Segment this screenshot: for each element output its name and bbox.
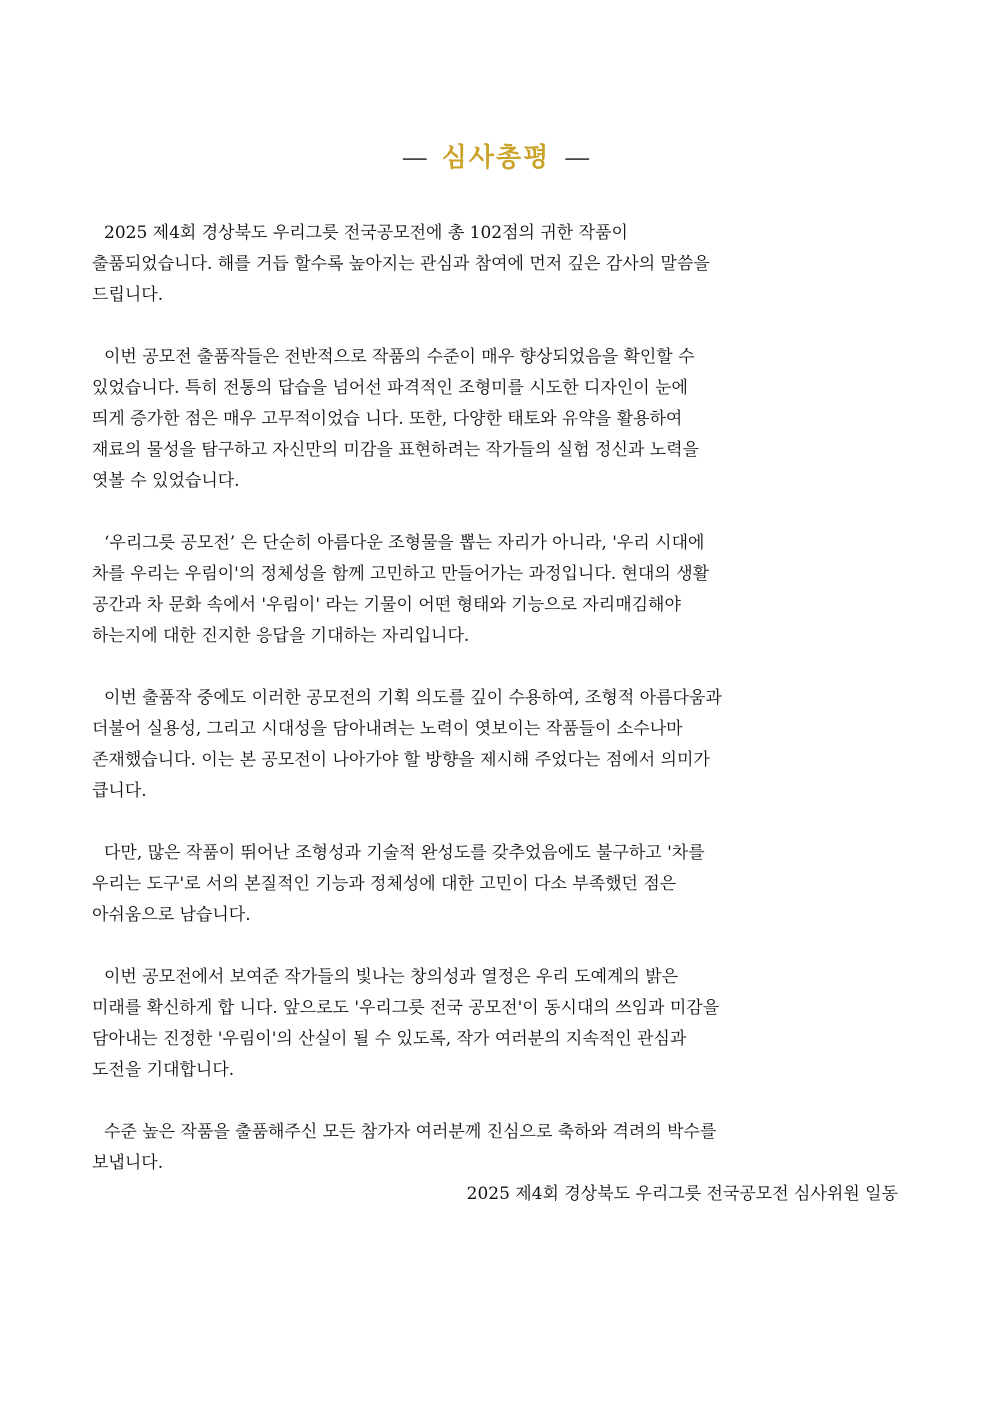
- paragraph-line: 수준 높은 작품을 출품해주신 모든 참가자 여러분께 진심으로 축하와 격려의 박수를: [104, 1122, 717, 1142]
- title-text: 심사총평: [441, 143, 551, 173]
- paragraph-line: 이번 출품작 중에도 이러한 공모전의 기획 의도를 깊이 수용하여, 조형적 아름다움과: [104, 688, 722, 708]
- paragraph-line: 더불어 실용성, 그리고 시대성을 담아내려는 노력이 엿보이는 작품들이 소수나마: [92, 719, 683, 739]
- paragraph-line: 도전을 기대합니다.: [92, 1060, 235, 1080]
- paragraph-line: 차를 우리는 우림이'의 정체성을 함께 고민하고 만들어가는 과정입니다. 현대의 생활: [92, 564, 710, 584]
- paragraph-line: 존재했습니다. 이는 본 공모전이 나아가야 할 방향을 제시해 주었다는 점에서 의미가: [92, 750, 710, 770]
- paragraph-line: 아쉬움으로 남습니다.: [92, 905, 251, 925]
- paragraph-line: 엿볼 수 있었습니다.: [92, 471, 240, 491]
- paragraph-line: 드립니다.: [92, 285, 164, 305]
- paragraph-line: 2025 제4회 경상북도 우리그릇 전국공모전에 총 102점의 귀한 작품이: [104, 223, 628, 243]
- document-body: [92, 218, 902, 1210]
- paragraph-line: 큽니다.: [92, 781, 147, 801]
- paragraph-line: 미래를 확신하게 합 니다. 앞으로도 '우리그릇 전국 공모전'이 동시대의 쓰임과 미감을: [92, 998, 720, 1018]
- paragraph-line: 띄게 증가한 점은 매우 고무적이었습 니다. 또한, 다양한 태토와 유약을 활용하여: [92, 409, 683, 429]
- paragraph-7: [92, 1117, 902, 1210]
- paragraph-line: 하는지에 대한 진지한 응답을 기대하는 자리입니다.: [92, 626, 470, 646]
- paragraph-1: [92, 218, 902, 311]
- paragraph-line: 재료의 물성을 탐구하고 자신만의 미감을 표현하려는 작가들의 실험 정신과 노력을: [92, 440, 699, 460]
- paragraph-line: 이번 공모전 출품작들은 전반적으로 작품의 수준이 매우 향상되었음을 확인할 수: [104, 347, 695, 367]
- paragraph-line: 우리는 도구'로 서의 본질적인 기능과 정체성에 대한 고민이 다소 부족했던 점은: [92, 874, 677, 894]
- paragraph-line: 다만, 많은 작품이 뛰어난 조형성과 기술적 완성도를 갖추었음에도 불구하고 '차를: [104, 843, 705, 863]
- paragraph-line: 이번 공모전에서 보여준 작가들의 빛나는 창의성과 열정은 우리 도예계의 밝은: [104, 967, 679, 987]
- paragraph-line: 출품되었습니다. 해를 거듭 할수록 높아지는 관심과 참여에 먼저 깊은 감사의 말씀을: [92, 254, 710, 274]
- signature: 2025 제4회 경상북도 우리그릇 전국공모전 심사위원 일동: [466, 1184, 898, 1204]
- paragraph-line: 담아내는 진정한 '우림이'의 산실이 될 수 있도록, 작가 여러분의 지속적인 관심과: [92, 1029, 687, 1049]
- paragraph-3: [92, 528, 902, 652]
- title-dash-left: —: [401, 143, 428, 173]
- paragraph-line: 공간과 차 문화 속에서 '우림이' 라는 기물이 어떤 형태와 기능으로 자리매김해야: [92, 595, 681, 615]
- paragraph-6: [92, 962, 902, 1086]
- paragraph-4: [92, 683, 902, 807]
- paragraph-line: 있었습니다. 특히 전통의 답습을 넘어선 파격적인 조형미를 시도한 디자인이 눈에: [92, 378, 688, 398]
- title-dash-right: —: [564, 143, 591, 173]
- paragraph-line: ‘우리그릇 공모전’ 은 단순히 아름다운 조형물을 뽑는 자리가 아니라, '우리 시대에: [104, 533, 705, 553]
- document-title: [0, 140, 992, 176]
- paragraph-line: 보냅니다.: [92, 1153, 164, 1173]
- paragraph-2: [92, 342, 902, 497]
- paragraph-5: [92, 838, 902, 931]
